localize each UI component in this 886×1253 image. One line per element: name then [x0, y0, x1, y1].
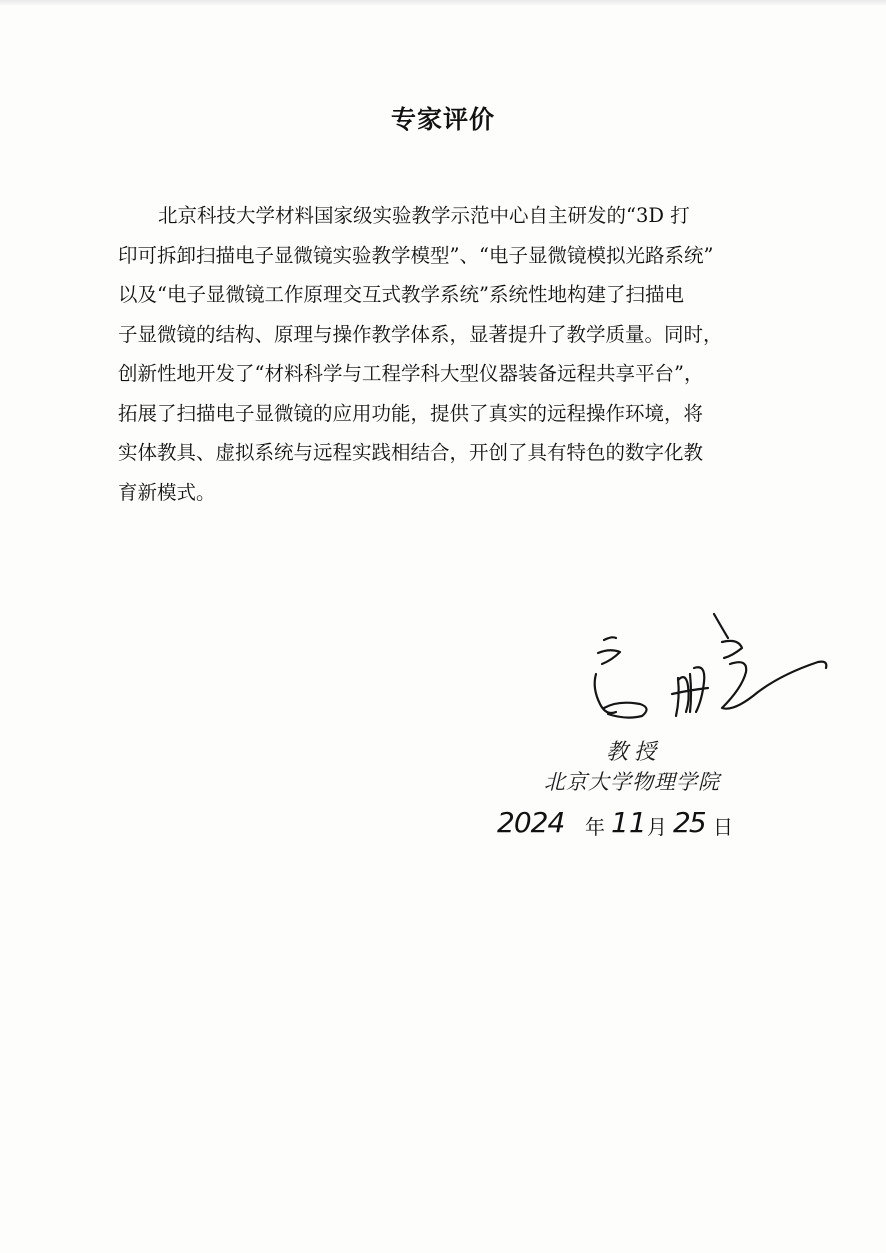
signer-title: 教授: [606, 740, 663, 765]
paragraph-line: 子显微镜的结构、原理与操作教学体系，显著提升了教学质量。同时，: [118, 322, 723, 346]
paragraph-line: 创新性地开发了“材料科学与工程学科大型仪器装备远程共享平台”，: [118, 362, 704, 385]
paragraph-line: 实体教具、虚拟系统与远程实践相结合，开创了具有特色的数字化教: [118, 441, 704, 464]
paragraph-line: 拓展了扫描电子显微镜的应用功能，提供了真实的远程操作环境，将: [118, 401, 704, 425]
signature-date: [497, 806, 757, 846]
paragraph-line: 育新模式。: [118, 480, 216, 504]
date-year-char: 年: [585, 815, 605, 839]
scan-edge: [0, 0, 886, 6]
date-day-char: 日: [713, 815, 733, 839]
evaluation-paragraph: [118, 196, 768, 512]
date-year: 2024: [497, 806, 565, 839]
paragraph-line: 以及“电子显微镜工作原理交互式教学系统”系统性地构建了扫描电: [118, 283, 684, 306]
paragraph-line: 北京科技大学材料国家级实验教学示范中心自主研发的“3D 打: [158, 204, 690, 227]
page-title: 专家评价: [390, 105, 495, 134]
date-month: 11: [611, 806, 647, 839]
paragraph-line: 印可拆卸扫描电子显微镜实验教学模型”、“电子显微镜模拟光路系统”: [118, 243, 714, 267]
date-month-char: 月: [647, 815, 667, 839]
date-day: 25: [673, 806, 705, 839]
signer-institution: 北京大学物理学院: [544, 770, 720, 794]
handwritten-signature: [582, 608, 832, 733]
